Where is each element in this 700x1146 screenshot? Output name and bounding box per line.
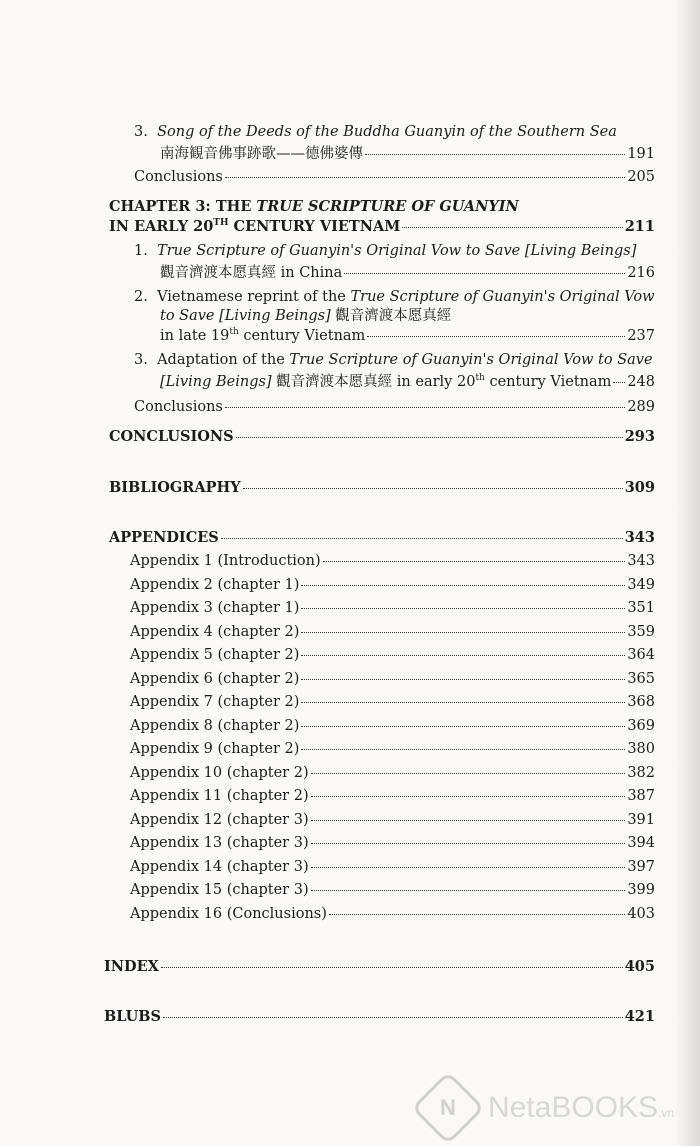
dot-leader — [311, 796, 626, 797]
item-line3 — [160, 327, 365, 345]
page-number: 394 — [627, 835, 655, 851]
ch3-item2-line2 — [160, 307, 451, 325]
appendix-entry[interactable] — [130, 858, 655, 876]
item-text: century Vietnam — [484, 374, 612, 390]
dot-leader — [301, 726, 625, 727]
entry-label: Appendix 10 (chapter 2) — [130, 764, 309, 781]
page-number: 289 — [627, 399, 655, 415]
page-number: 391 — [627, 811, 655, 828]
superscript: th — [229, 327, 239, 338]
item-text: Adaptation of the — [157, 352, 290, 368]
brand-suffix: .vn — [658, 1106, 675, 1120]
conclusions-entry[interactable] — [109, 428, 655, 446]
entry-label: Appendix 6 (chapter 2) — [130, 670, 300, 687]
appendix-entry[interactable] — [130, 905, 655, 923]
dot-leader — [301, 679, 625, 680]
appendix-entry[interactable] — [130, 693, 655, 711]
page-number: 293 — [624, 428, 655, 445]
appendix-entry[interactable] — [130, 764, 655, 782]
item-title: True Scripture of Guanyin's Original Vow to Save [Living Beings] — [157, 243, 637, 259]
chapter3-heading-line1 — [109, 198, 519, 216]
page-number: 397 — [627, 858, 655, 875]
entry-label: Appendix 15 (chapter 3) — [130, 882, 309, 898]
page-number: 343 — [627, 553, 655, 569]
entry-label: Conclusions — [134, 169, 223, 185]
item-number: 1. — [134, 243, 148, 259]
page-number: 349 — [627, 576, 655, 593]
entry-label: Appendix 16 (Conclusions) — [130, 905, 327, 922]
ch2-item3-entry[interactable] — [160, 145, 655, 163]
page-number: 191 — [627, 146, 655, 162]
netabooks-logo-icon — [411, 1071, 485, 1145]
dot-leader — [161, 967, 623, 968]
entry-label: Appendix 8 (chapter 2) — [130, 717, 300, 734]
page-number: 403 — [627, 905, 655, 922]
appendix-entry[interactable] — [130, 834, 655, 852]
dot-leader — [301, 655, 625, 656]
heading-text: CHAPTER 3: THE — [109, 198, 257, 215]
heading-text: IN EARLY 20 — [109, 218, 214, 235]
dot-leader — [402, 227, 622, 228]
dot-leader — [225, 177, 625, 178]
page-number: 369 — [627, 717, 655, 734]
dot-leader — [311, 773, 626, 774]
page-number: 216 — [627, 265, 655, 281]
ch2-conclusions-entry[interactable] — [134, 168, 655, 186]
dot-leader — [344, 273, 625, 274]
ch2-item3-title-line — [134, 123, 617, 141]
entry-label: Appendix 4 (chapter 2) — [130, 623, 300, 640]
appendix-entry[interactable] — [130, 740, 655, 758]
entry-label: Appendix 13 (chapter 3) — [130, 835, 309, 851]
dot-leader — [301, 632, 625, 633]
superscript: TH — [213, 218, 229, 229]
appendix-entry[interactable] — [130, 881, 655, 899]
appendix-entry[interactable] — [130, 599, 655, 617]
chapter3-heading-entry[interactable] — [109, 218, 655, 236]
dot-leader — [311, 867, 626, 868]
page-number: 364 — [627, 647, 655, 663]
entry-label: Appendix 14 (chapter 3) — [130, 858, 309, 875]
page-number: 309 — [624, 479, 655, 496]
dot-leader — [613, 382, 625, 383]
page-number: 387 — [627, 788, 655, 804]
dot-leader — [221, 538, 623, 539]
item-title: Song of the Deeds of the Buddha Guanyin of the Southern Sea — [157, 124, 617, 140]
page-number: 237 — [627, 328, 655, 344]
page-number: 368 — [627, 694, 655, 710]
dot-leader — [225, 407, 625, 408]
entry-label: Conclusions — [134, 399, 223, 415]
ch3-item2-title-line — [134, 288, 655, 306]
entry-label: Appendix 9 (chapter 2) — [130, 741, 300, 757]
item-line2 — [160, 264, 342, 282]
page-number: 380 — [627, 741, 655, 757]
logo-letter: N — [440, 1094, 456, 1120]
dot-leader — [301, 702, 625, 703]
ch3-conclusions-entry[interactable] — [134, 398, 655, 416]
appendices-entry[interactable] — [109, 529, 655, 547]
page-number: 211 — [624, 218, 655, 235]
item-chinese: 觀音濟渡本愿真經 — [160, 265, 276, 281]
appendix-entry[interactable] — [130, 811, 655, 829]
entry-label: APPENDICES — [109, 529, 219, 546]
item-title: to Save [Living Beings] — [160, 308, 331, 324]
dot-leader — [367, 336, 625, 337]
page-number: 248 — [627, 374, 655, 390]
dot-leader — [301, 749, 625, 750]
ch3-item1-entry[interactable] — [160, 264, 655, 282]
watermark — [422, 1082, 674, 1134]
heading-line2 — [109, 218, 400, 236]
item-number: 2. — [134, 289, 148, 305]
entry-label: CONCLUSIONS — [109, 428, 234, 445]
item-text: century Vietnam — [238, 328, 366, 344]
index-entry[interactable] — [104, 958, 655, 976]
dot-leader — [323, 561, 626, 562]
bibliography-entry[interactable] — [109, 479, 655, 497]
item-line2 — [160, 373, 611, 391]
entry-label: BLUBS — [104, 1008, 162, 1025]
item-number: 3. — [134, 352, 148, 368]
appendix-entry[interactable] — [130, 552, 655, 570]
ch3-item3-entry[interactable] — [160, 373, 655, 391]
heading-text: CENTURY VIETNAM — [228, 218, 401, 235]
dot-leader — [311, 820, 626, 821]
entry-label: Appendix 1 (Introduction) — [130, 553, 321, 569]
appendix-entry[interactable] — [130, 646, 655, 664]
item-title: True Scripture of Guanyin's Original Vow to Save — [289, 352, 653, 368]
page-number: 365 — [627, 670, 655, 687]
appendix-entry[interactable] — [130, 787, 655, 805]
brand-name: NetaBOOKS — [488, 1091, 659, 1124]
page-number: 359 — [627, 623, 655, 640]
entry-label: Appendix 3 (chapter 1) — [130, 600, 300, 616]
page-number: 351 — [627, 600, 655, 616]
item-chinese: 觀音濟渡本愿真經 — [271, 374, 393, 390]
page-number: 399 — [627, 882, 655, 898]
heading-italic: TRUE SCRIPTURE OF GUANYIN — [256, 198, 519, 215]
dot-leader — [236, 437, 623, 438]
dot-leader — [301, 608, 625, 609]
entry-label: INDEX — [104, 958, 159, 975]
dot-leader — [329, 914, 625, 915]
appendix-entry[interactable] — [130, 670, 655, 688]
page-number: 382 — [627, 764, 655, 781]
page-number: 421 — [624, 1008, 655, 1025]
ch3-item2-entry[interactable] — [160, 327, 655, 345]
page-number: 343 — [624, 529, 655, 546]
item-chinese: 觀音濟渡本愿真經 — [330, 308, 452, 324]
entry-label: BIBLIOGRAPHY — [109, 479, 241, 496]
dot-leader — [243, 488, 623, 489]
watermark-text — [488, 1091, 674, 1125]
entry-label: Appendix 2 (chapter 1) — [130, 576, 300, 593]
item-title: [Living Beings] — [160, 374, 272, 390]
entry-label: Appendix 7 (chapter 2) — [130, 694, 300, 710]
entry-label: Appendix 11 (chapter 2) — [130, 788, 309, 804]
item-text: in early 20 — [392, 374, 476, 390]
appendix-entry[interactable] — [130, 717, 655, 735]
dot-leader — [311, 843, 626, 844]
appendix-entry[interactable] — [130, 576, 655, 594]
item-chinese: 南海観音佛事跡歌——德佛婆傳 — [160, 146, 363, 162]
item-number: 3. — [134, 124, 148, 140]
page-number: 205 — [627, 169, 655, 185]
ch3-item1-title-line — [134, 242, 636, 260]
item-text: Vietnamese reprint of the — [157, 289, 351, 305]
blubs-entry[interactable] — [104, 1008, 655, 1026]
ch3-item3-title-line — [134, 351, 653, 369]
entry-label: Appendix 5 (chapter 2) — [130, 647, 300, 663]
item-text: in China — [276, 265, 343, 281]
page-number: 405 — [624, 958, 655, 975]
item-title: True Scripture of Guanyin's Original Vow — [350, 289, 655, 305]
item-text: in late 19 — [160, 328, 230, 344]
superscript: th — [475, 373, 485, 384]
dot-leader — [365, 154, 625, 155]
page-edge-shadow — [674, 0, 700, 1146]
dot-leader — [163, 1017, 623, 1018]
entry-label: Appendix 12 (chapter 3) — [130, 811, 309, 828]
appendix-entry[interactable] — [130, 623, 655, 641]
dot-leader — [311, 890, 626, 891]
dot-leader — [301, 585, 625, 586]
